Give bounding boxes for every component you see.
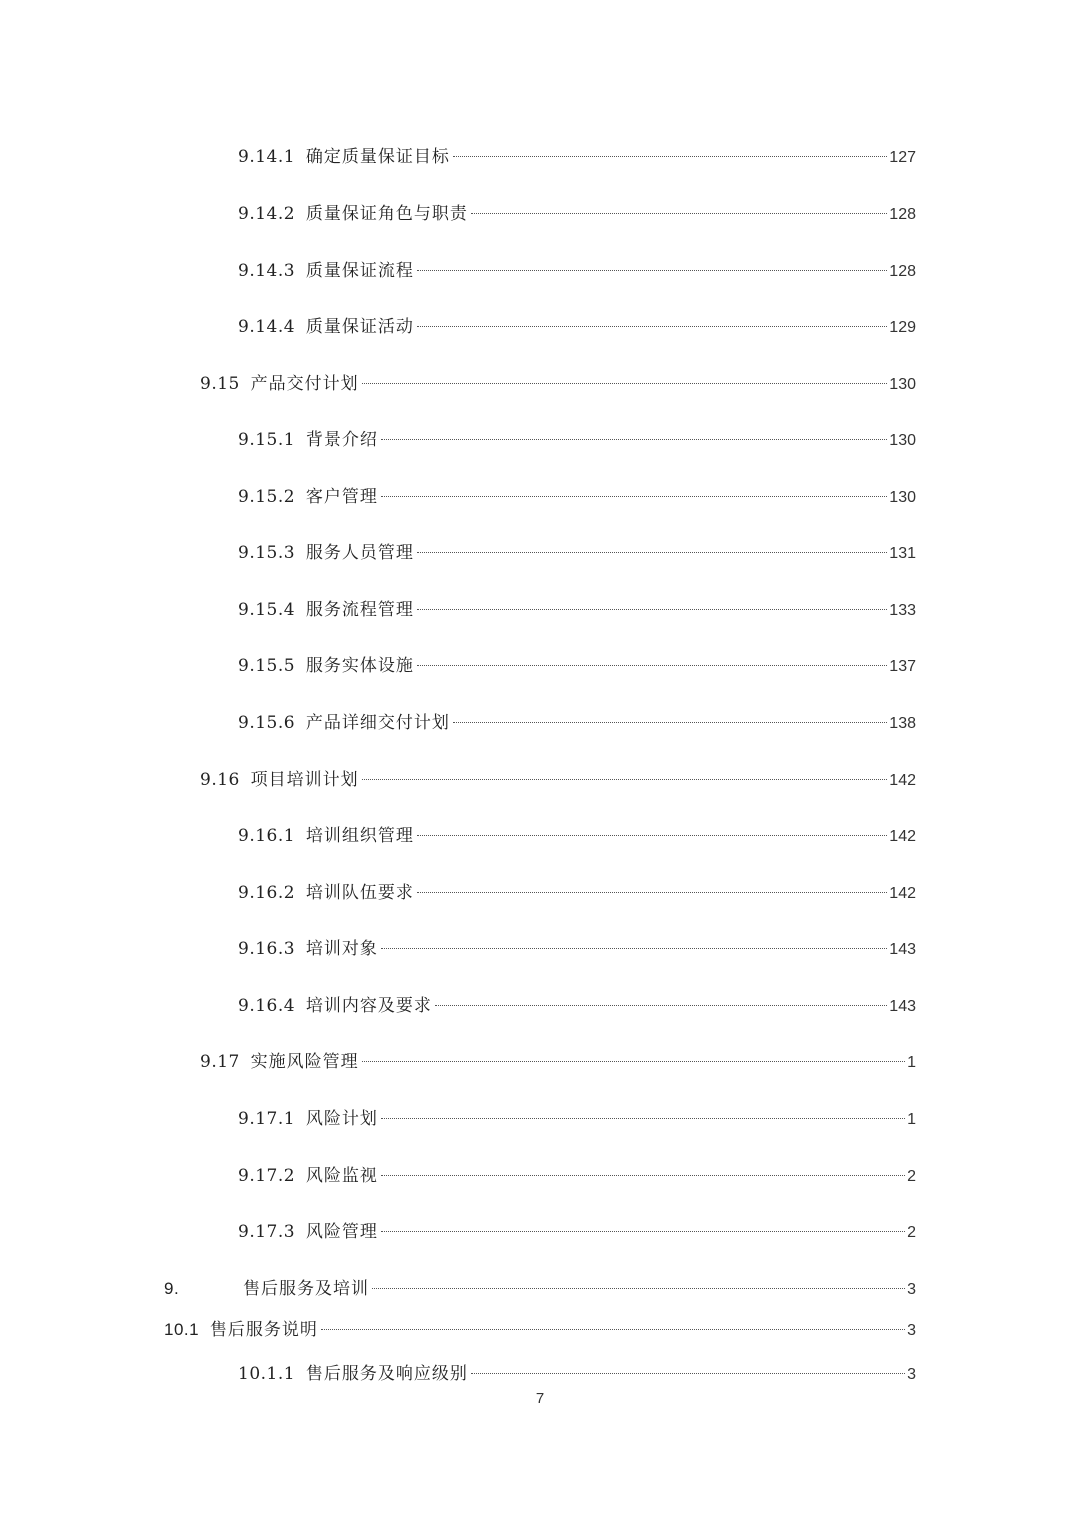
toc-entry-page: 3 bbox=[907, 1322, 916, 1339]
toc-entry-title: 产品详细交付计划 bbox=[305, 713, 450, 733]
dot-leader bbox=[372, 1288, 905, 1289]
dot-leader bbox=[453, 722, 887, 723]
toc-entry-page: 142 bbox=[889, 828, 916, 845]
toc-entry-title: 售后服务及培训 bbox=[243, 1279, 369, 1299]
toc-entry-9-16[interactable] bbox=[200, 768, 916, 792]
toc-entry-title: 风险计划 bbox=[305, 1109, 378, 1129]
toc-entry-number: 9.15 bbox=[200, 374, 240, 394]
toc-entry-page: 3 bbox=[907, 1366, 916, 1383]
toc-entry-page: 1 bbox=[907, 1054, 916, 1071]
toc-entry-9-15-5[interactable] bbox=[238, 654, 916, 678]
dot-leader bbox=[362, 383, 888, 384]
dot-leader bbox=[417, 665, 887, 666]
dot-leader bbox=[417, 326, 887, 327]
toc-entry-title: 风险监视 bbox=[305, 1166, 378, 1186]
toc-entry-title: 服务人员管理 bbox=[305, 543, 414, 563]
dot-leader bbox=[362, 1061, 905, 1062]
toc-entry-9-17-1[interactable] bbox=[238, 1107, 916, 1131]
toc-entry-number: 9.15.4 bbox=[238, 600, 296, 620]
dot-leader bbox=[471, 213, 887, 214]
dot-leader bbox=[381, 439, 887, 440]
toc-entry-number: 9.15.2 bbox=[238, 487, 296, 507]
dot-leader bbox=[471, 1373, 905, 1374]
toc-entry-number: 9.16.3 bbox=[238, 939, 296, 959]
dot-leader bbox=[381, 1118, 905, 1119]
toc-entry-page: 128 bbox=[889, 263, 916, 280]
toc-entry-title: 质量保证活动 bbox=[305, 317, 414, 337]
dot-leader bbox=[417, 270, 887, 271]
toc-entry-9-17[interactable] bbox=[200, 1050, 916, 1074]
toc-entry-number: 9.15.6 bbox=[238, 713, 296, 733]
dot-leader bbox=[381, 1231, 905, 1232]
toc-entry-number: 9. bbox=[164, 1279, 180, 1298]
toc-entry-title: 培训队伍要求 bbox=[305, 883, 414, 903]
toc-entry-number: 9.16.1 bbox=[238, 826, 296, 846]
toc-entry-page: 2 bbox=[907, 1224, 916, 1241]
toc-entry-title: 培训对象 bbox=[305, 939, 378, 959]
toc-entry-number: 10.1 bbox=[164, 1320, 200, 1339]
dot-leader bbox=[381, 496, 887, 497]
dot-leader bbox=[417, 552, 887, 553]
toc-entry-page: 142 bbox=[889, 772, 916, 789]
dot-leader bbox=[453, 156, 887, 157]
toc-entry-title: 确定质量保证目标 bbox=[305, 147, 450, 167]
toc-entry-number: 9.16.4 bbox=[238, 996, 296, 1016]
toc-entry-title: 服务实体设施 bbox=[305, 656, 414, 676]
toc-entry-10-1-1[interactable] bbox=[238, 1362, 916, 1386]
toc-entry-9-17-3[interactable] bbox=[238, 1220, 916, 1244]
toc-entry-number: 9.15.1 bbox=[238, 430, 296, 450]
toc-entry-9-16-4[interactable] bbox=[238, 994, 916, 1018]
toc-entry-page: 142 bbox=[889, 885, 916, 902]
toc-entry-9-15-4[interactable] bbox=[238, 598, 916, 622]
toc-entry-title: 培训组织管理 bbox=[305, 826, 414, 846]
toc-entry-title: 产品交付计划 bbox=[250, 374, 359, 394]
toc-entry-number: 9.14.1 bbox=[238, 147, 296, 167]
toc-entry-title: 背景介绍 bbox=[305, 430, 378, 450]
toc-entry-title: 培训内容及要求 bbox=[305, 996, 432, 1016]
dot-leader bbox=[381, 1175, 905, 1176]
toc-entry-9-14-3[interactable] bbox=[238, 259, 916, 283]
toc-entry-9-15-2[interactable] bbox=[238, 485, 916, 509]
toc-entry-title: 服务流程管理 bbox=[305, 600, 414, 620]
toc-entry-number: 9.14.3 bbox=[238, 261, 296, 281]
dot-leader bbox=[321, 1329, 905, 1330]
toc-entry-page: 1 bbox=[907, 1111, 916, 1128]
toc-entry-page: 129 bbox=[889, 319, 916, 336]
dot-leader bbox=[435, 1005, 887, 1006]
toc-entry-9-16-1[interactable] bbox=[238, 824, 916, 848]
toc-entry-number: 9.17 bbox=[200, 1052, 240, 1072]
toc-entry-9-15[interactable] bbox=[200, 372, 916, 396]
toc-entry-title: 项目培训计划 bbox=[250, 770, 359, 790]
toc-entry-9-14-2[interactable] bbox=[238, 202, 916, 226]
toc-entry-page: 130 bbox=[889, 432, 916, 449]
toc-entry-page: 130 bbox=[889, 489, 916, 506]
dot-leader bbox=[362, 779, 888, 780]
toc-entry-page: 2 bbox=[907, 1168, 916, 1185]
toc-entry-9-14-4[interactable] bbox=[238, 315, 916, 339]
toc-entry-9-15-6[interactable] bbox=[238, 711, 916, 735]
toc-entry-9-16-2[interactable] bbox=[238, 881, 916, 905]
toc-entry-page: 130 bbox=[889, 376, 916, 393]
toc-entry-page: 143 bbox=[889, 941, 916, 958]
toc-entry-number: 9.16 bbox=[200, 770, 240, 790]
toc-entry-number: 9.17.3 bbox=[238, 1222, 296, 1242]
toc-entry-title: 售后服务说明 bbox=[209, 1320, 318, 1340]
toc-entry-number: 9.15.5 bbox=[238, 656, 296, 676]
dot-leader bbox=[417, 835, 887, 836]
toc-entry-title: 实施风险管理 bbox=[250, 1052, 359, 1072]
toc-entry-title: 质量保证角色与职责 bbox=[305, 204, 468, 224]
dot-leader bbox=[381, 948, 887, 949]
toc-entry-page: 143 bbox=[889, 998, 916, 1015]
dot-leader bbox=[417, 609, 887, 610]
toc-entry-number: 9.17.2 bbox=[238, 1166, 296, 1186]
toc-entry-number: 9.16.2 bbox=[238, 883, 296, 903]
toc-entry-number: 9.14.2 bbox=[238, 204, 296, 224]
toc-entry-number: 9.15.3 bbox=[238, 543, 296, 563]
toc-entry-chapter-9[interactable] bbox=[164, 1277, 916, 1301]
toc-entry-title: 客户管理 bbox=[305, 487, 378, 507]
toc-entry-page: 3 bbox=[907, 1281, 916, 1298]
toc-entry-9-15-1[interactable] bbox=[238, 428, 916, 452]
toc-entry-title: 风险管理 bbox=[305, 1222, 378, 1242]
toc-entry-page: 131 bbox=[889, 545, 916, 562]
page-number: 7 bbox=[535, 1390, 545, 1407]
toc-entry-page: 127 bbox=[889, 149, 916, 166]
toc-entry-number: 10.1.1 bbox=[238, 1364, 296, 1384]
toc-entry-10-1[interactable] bbox=[164, 1318, 916, 1342]
toc-entry-9-14-1[interactable] bbox=[238, 145, 916, 169]
dot-leader bbox=[417, 892, 887, 893]
toc-entry-page: 138 bbox=[889, 715, 916, 732]
toc-entry-page: 128 bbox=[889, 206, 916, 223]
toc-entry-title: 质量保证流程 bbox=[305, 261, 414, 281]
toc-entry-page: 137 bbox=[889, 658, 916, 675]
toc-entry-number: 9.17.1 bbox=[238, 1109, 296, 1129]
toc-entry-page: 133 bbox=[889, 602, 916, 619]
toc-entry-9-17-2[interactable] bbox=[238, 1164, 916, 1188]
toc-entry-title: 售后服务及响应级别 bbox=[305, 1364, 468, 1384]
toc-entry-9-16-3[interactable] bbox=[238, 937, 916, 961]
toc-entry-9-15-3[interactable] bbox=[238, 541, 916, 565]
toc-entry-number: 9.14.4 bbox=[238, 317, 296, 337]
